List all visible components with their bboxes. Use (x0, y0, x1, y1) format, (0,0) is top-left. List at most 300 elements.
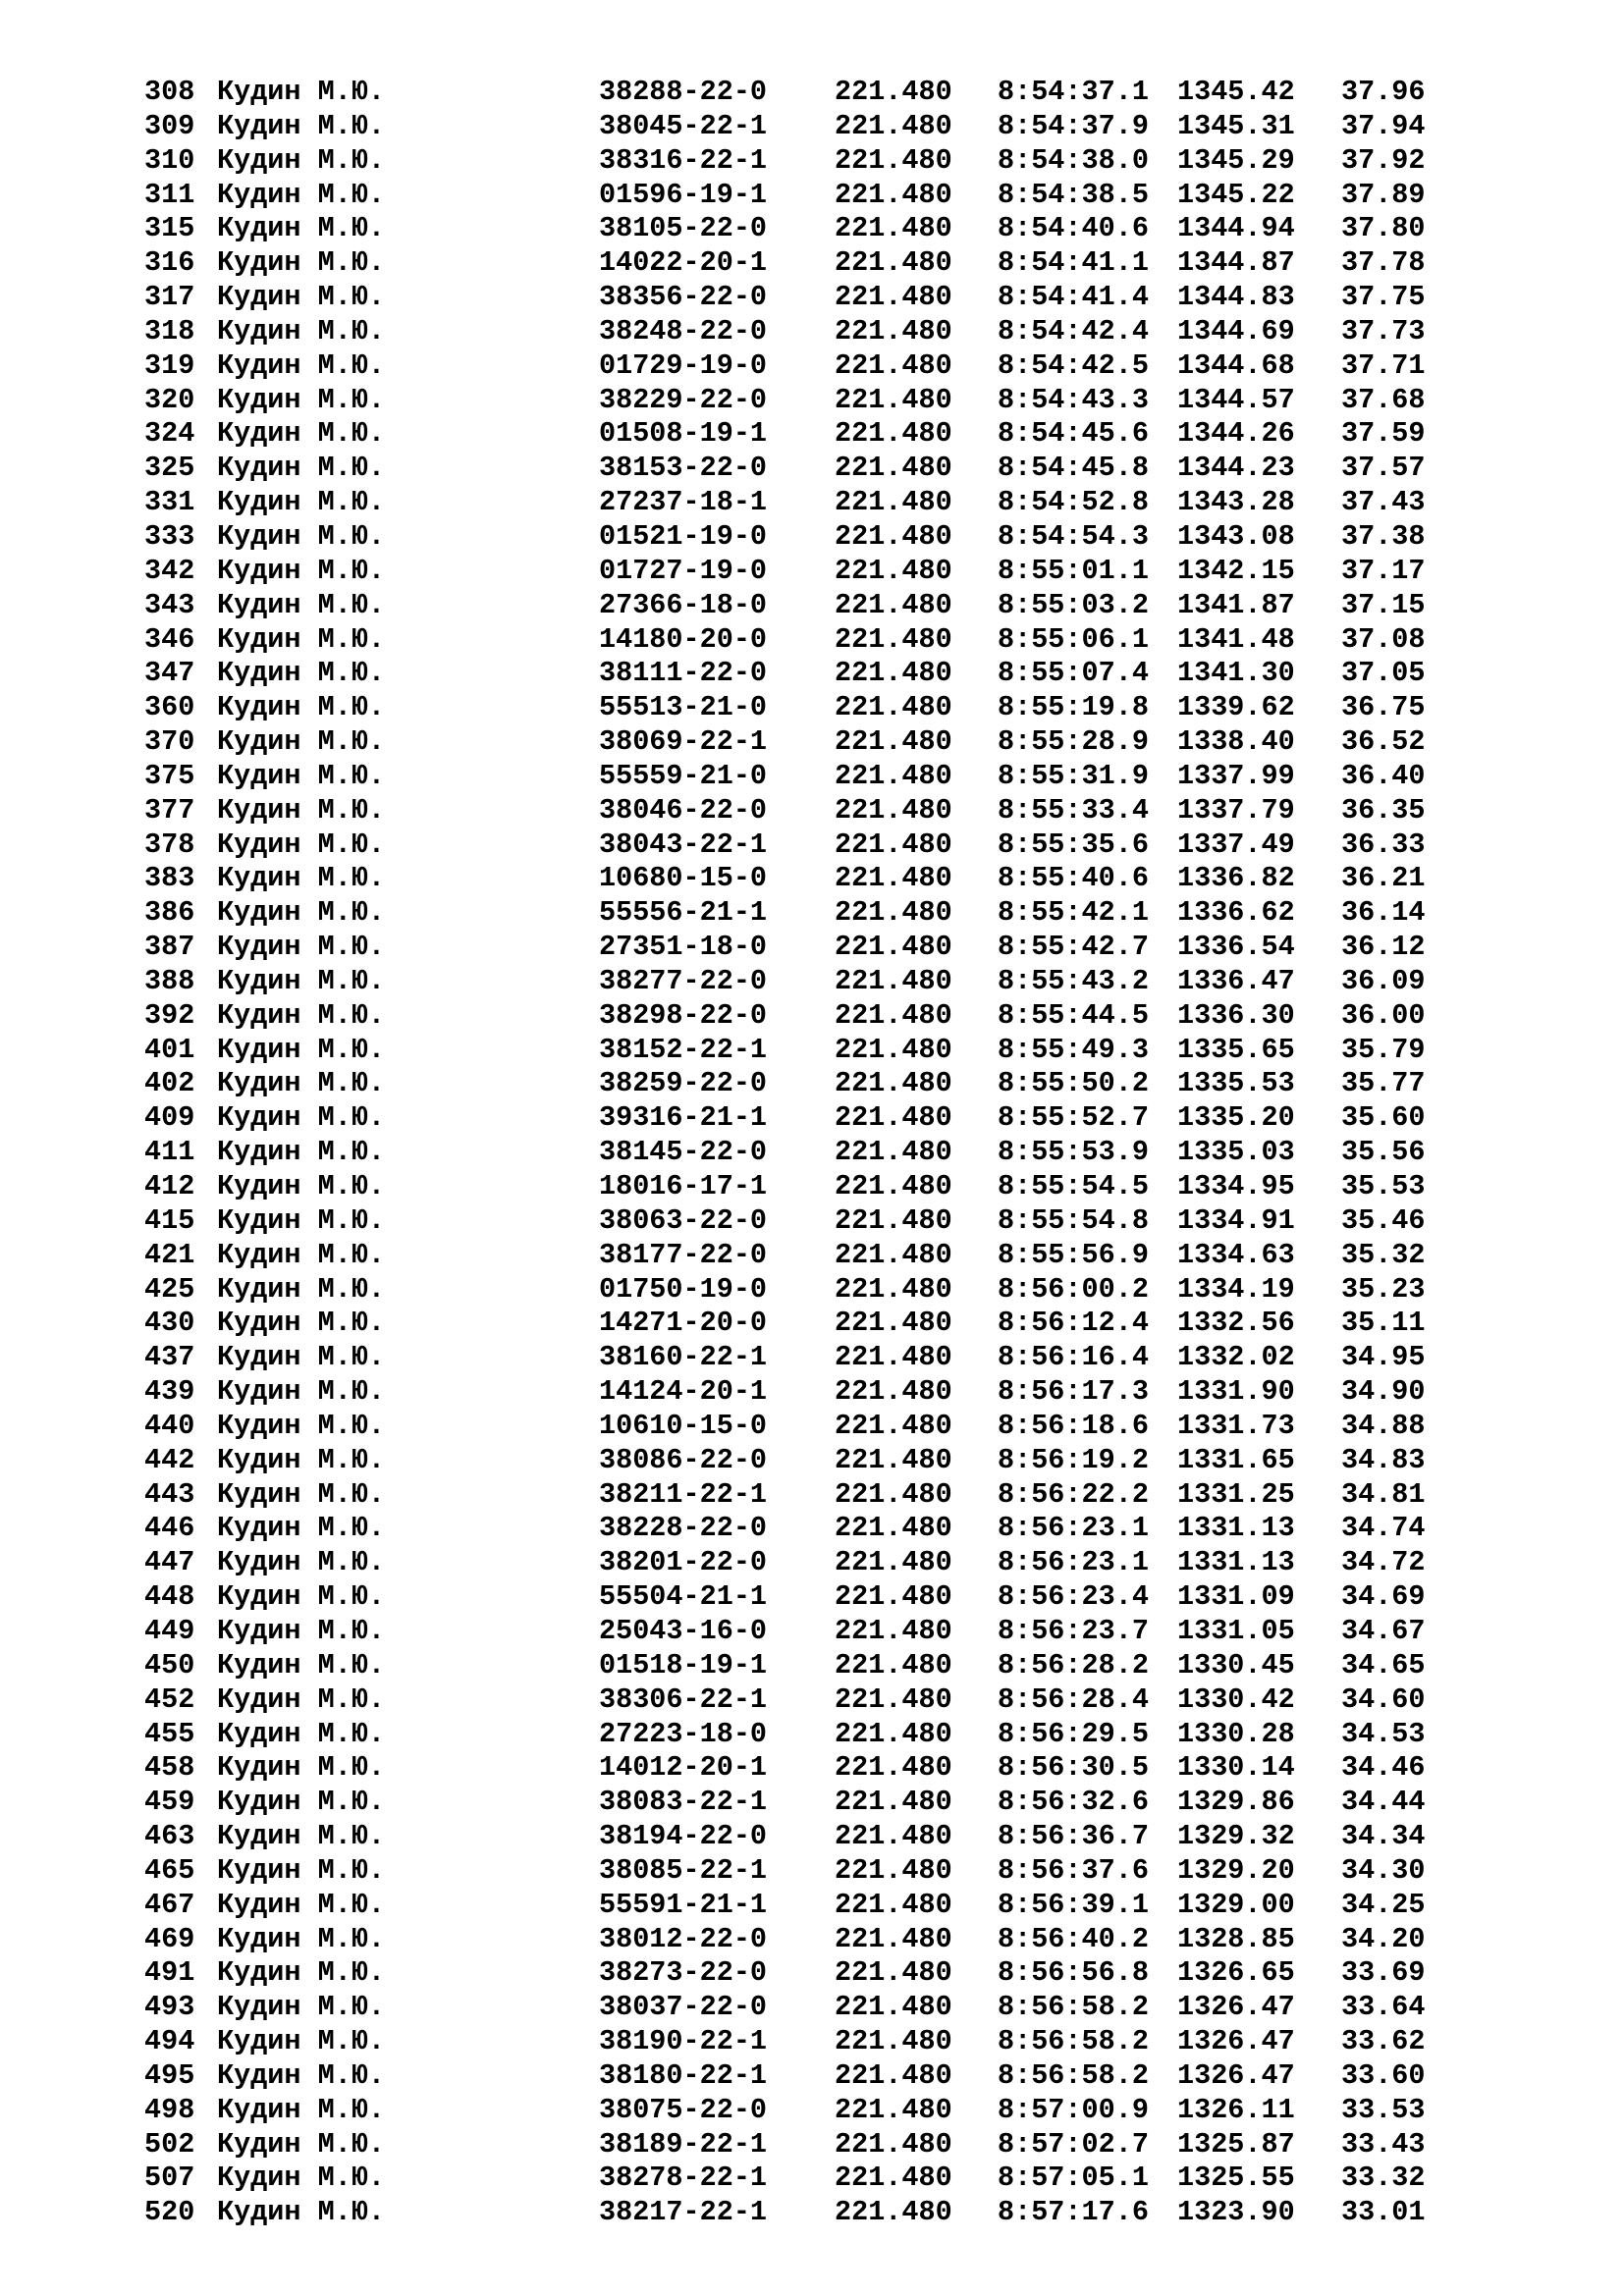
coefficient-cell: 36.52 (1341, 725, 1426, 759)
coefficient-cell: 37.75 (1341, 281, 1426, 314)
place-cell: 310 (144, 143, 195, 177)
place-cell: 409 (144, 1101, 195, 1135)
speed-cell: 1331.73 (1177, 1409, 1295, 1442)
ring-number-cell: 27366-18-0 (599, 588, 768, 621)
ring-number-cell: 38194-22-0 (599, 1820, 768, 1853)
place-cell: 440 (144, 1409, 195, 1442)
name-cell: Кудин М.Ю. (217, 1307, 386, 1340)
arrival-time-cell: 8:55:33.4 (998, 793, 1149, 827)
distance-cell: 221.480 (835, 1751, 952, 1785)
distance-cell: 221.480 (835, 1786, 952, 1819)
arrival-time-cell: 8:55:40.6 (998, 862, 1149, 895)
place-cell: 442 (144, 1443, 195, 1476)
coefficient-cell: 34.72 (1341, 1546, 1426, 1579)
speed-cell: 1328.85 (1177, 1922, 1295, 1955)
coefficient-cell: 37.78 (1341, 246, 1426, 280)
place-cell: 333 (144, 519, 195, 553)
distance-cell: 221.480 (835, 1512, 952, 1545)
ring-number-cell: 38083-22-1 (599, 1786, 768, 1819)
place-cell: 446 (144, 1512, 195, 1545)
speed-cell: 1326.11 (1177, 2093, 1295, 2126)
name-cell: Кудин М.Ю. (217, 1443, 386, 1476)
coefficient-cell: 36.40 (1341, 759, 1426, 792)
place-cell: 449 (144, 1614, 195, 1647)
distance-cell: 221.480 (835, 998, 952, 1032)
place-cell: 387 (144, 931, 195, 964)
distance-cell: 221.480 (835, 452, 952, 485)
name-cell: Кудин М.Ю. (217, 178, 386, 211)
coefficient-cell: 37.43 (1341, 486, 1426, 519)
arrival-time-cell: 8:55:06.1 (998, 622, 1149, 656)
place-cell: 401 (144, 1033, 195, 1066)
ring-number-cell: 55591-21-1 (599, 1888, 768, 1921)
arrival-time-cell: 8:56:18.6 (998, 1409, 1149, 1442)
speed-cell: 1337.99 (1177, 759, 1295, 792)
speed-cell: 1334.63 (1177, 1238, 1295, 1271)
coefficient-cell: 37.68 (1341, 383, 1426, 416)
arrival-time-cell: 8:54:41.4 (998, 281, 1149, 314)
distance-cell: 221.480 (835, 314, 952, 347)
distance-cell: 221.480 (835, 931, 952, 964)
place-cell: 439 (144, 1375, 195, 1409)
arrival-time-cell: 8:55:19.8 (998, 691, 1149, 724)
arrival-time-cell: 8:54:38.0 (998, 143, 1149, 177)
name-cell: Кудин М.Ю. (217, 1067, 386, 1100)
distance-cell: 221.480 (835, 862, 952, 895)
distance-cell: 221.480 (835, 2162, 952, 2195)
ring-number-cell: 14022-20-1 (599, 246, 768, 280)
speed-cell: 1326.47 (1177, 1991, 1295, 2024)
place-cell: 343 (144, 588, 195, 621)
distance-cell: 221.480 (835, 246, 952, 280)
ring-number-cell: 10680-15-0 (599, 862, 768, 895)
name-cell: Кудин М.Ю. (217, 1682, 386, 1716)
name-cell: Кудин М.Ю. (217, 1751, 386, 1785)
place-cell: 465 (144, 1853, 195, 1887)
coefficient-cell: 35.79 (1341, 1033, 1426, 1066)
speed-cell: 1343.08 (1177, 519, 1295, 553)
speed-cell: 1331.05 (1177, 1614, 1295, 1647)
speed-cell: 1345.42 (1177, 76, 1295, 108)
speed-cell: 1337.79 (1177, 793, 1295, 827)
name-cell: Кудин М.Ю. (217, 1375, 386, 1409)
speed-cell: 1334.19 (1177, 1272, 1295, 1306)
coefficient-cell: 34.69 (1341, 1580, 1426, 1614)
ring-number-cell: 38228-22-0 (599, 1512, 768, 1545)
ring-number-cell: 25043-16-0 (599, 1614, 768, 1647)
distance-cell: 221.480 (835, 1375, 952, 1409)
place-cell: 331 (144, 486, 195, 519)
arrival-time-cell: 8:54:37.9 (998, 109, 1149, 142)
ring-number-cell: 38273-22-0 (599, 1956, 768, 1990)
distance-cell: 221.480 (835, 2025, 952, 2058)
name-cell: Кудин М.Ю. (217, 1512, 386, 1545)
coefficient-cell: 34.81 (1341, 1477, 1426, 1511)
name-cell: Кудин М.Ю. (217, 1888, 386, 1921)
speed-cell: 1335.03 (1177, 1136, 1295, 1169)
coefficient-cell: 36.33 (1341, 828, 1426, 861)
ring-number-cell: 14271-20-0 (599, 1307, 768, 1340)
place-cell: 495 (144, 2058, 195, 2092)
name-cell: Кудин М.Ю. (217, 725, 386, 759)
place-cell: 411 (144, 1136, 195, 1169)
name-cell: Кудин М.Ю. (217, 417, 386, 451)
ring-number-cell: 01596-19-1 (599, 178, 768, 211)
speed-cell: 1331.09 (1177, 1580, 1295, 1614)
coefficient-cell: 33.69 (1341, 1956, 1426, 1990)
arrival-time-cell: 8:56:00.2 (998, 1272, 1149, 1306)
distance-cell: 221.480 (835, 588, 952, 621)
distance-cell: 221.480 (835, 1033, 952, 1066)
arrival-time-cell: 8:55:01.1 (998, 554, 1149, 587)
place-cell: 318 (144, 314, 195, 347)
speed-cell: 1326.65 (1177, 1956, 1295, 1990)
ring-number-cell: 38288-22-0 (599, 76, 768, 108)
place-cell: 392 (144, 998, 195, 1032)
place-cell: 311 (144, 178, 195, 211)
place-cell: 308 (144, 76, 195, 108)
speed-cell: 1337.49 (1177, 828, 1295, 861)
ring-number-cell: 38306-22-1 (599, 1682, 768, 1716)
ring-number-cell: 14012-20-1 (599, 1751, 768, 1785)
ring-number-cell: 10610-15-0 (599, 1409, 768, 1442)
place-cell: 458 (144, 1751, 195, 1785)
speed-cell: 1344.57 (1177, 383, 1295, 416)
distance-cell: 221.480 (835, 1682, 952, 1716)
arrival-time-cell: 8:54:42.5 (998, 348, 1149, 382)
speed-cell: 1331.13 (1177, 1546, 1295, 1579)
coefficient-cell: 34.20 (1341, 1922, 1426, 1955)
name-cell: Кудин М.Ю. (217, 109, 386, 142)
place-cell: 360 (144, 691, 195, 724)
coefficient-cell: 36.75 (1341, 691, 1426, 724)
place-cell: 378 (144, 828, 195, 861)
name-cell: Кудин М.Ю. (217, 2162, 386, 2195)
distance-cell: 221.480 (835, 1477, 952, 1511)
place-cell: 498 (144, 2093, 195, 2126)
arrival-time-cell: 8:57:05.1 (998, 2162, 1149, 2195)
name-cell: Кудин М.Ю. (217, 896, 386, 930)
ring-number-cell: 38145-22-0 (599, 1136, 768, 1169)
name-cell: Кудин М.Ю. (217, 452, 386, 485)
arrival-time-cell: 8:56:17.3 (998, 1375, 1149, 1409)
ring-number-cell: 01508-19-1 (599, 417, 768, 451)
name-cell: Кудин М.Ю. (217, 554, 386, 587)
arrival-time-cell: 8:56:28.4 (998, 1682, 1149, 1716)
distance-cell: 221.480 (835, 1101, 952, 1135)
speed-cell: 1330.14 (1177, 1751, 1295, 1785)
name-cell: Кудин М.Ю. (217, 793, 386, 827)
speed-cell: 1336.30 (1177, 998, 1295, 1032)
speed-cell: 1330.28 (1177, 1717, 1295, 1750)
distance-cell: 221.480 (835, 691, 952, 724)
distance-cell: 221.480 (835, 2093, 952, 2126)
arrival-time-cell: 8:54:37.1 (998, 76, 1149, 108)
arrival-time-cell: 8:55:03.2 (998, 588, 1149, 621)
ring-number-cell: 38152-22-1 (599, 1033, 768, 1066)
speed-cell: 1335.53 (1177, 1067, 1295, 1100)
speed-cell: 1331.90 (1177, 1375, 1295, 1409)
arrival-time-cell: 8:54:40.6 (998, 212, 1149, 245)
name-cell: Кудин М.Ю. (217, 1101, 386, 1135)
name-cell: Кудин М.Ю. (217, 212, 386, 245)
name-cell: Кудин М.Ю. (217, 2058, 386, 2092)
arrival-time-cell: 8:55:50.2 (998, 1067, 1149, 1100)
ring-number-cell: 38086-22-0 (599, 1443, 768, 1476)
arrival-time-cell: 8:56:58.2 (998, 2025, 1149, 2058)
place-cell: 415 (144, 1203, 195, 1237)
place-cell: 320 (144, 383, 195, 416)
coefficient-cell: 34.30 (1341, 1853, 1426, 1887)
coefficient-cell: 33.01 (1341, 2196, 1426, 2229)
name-cell: Кудин М.Ю. (217, 486, 386, 519)
coefficient-cell: 37.08 (1341, 622, 1426, 656)
ring-number-cell: 14180-20-0 (599, 622, 768, 656)
coefficient-cell: 35.53 (1341, 1170, 1426, 1202)
name-cell: Кудин М.Ю. (217, 657, 386, 690)
speed-cell: 1343.28 (1177, 486, 1295, 519)
place-cell: 443 (144, 1477, 195, 1511)
name-cell: Кудин М.Ю. (217, 1272, 386, 1306)
name-cell: Кудин М.Ю. (217, 348, 386, 382)
distance-cell: 221.480 (835, 1888, 952, 1921)
ring-number-cell: 38189-22-1 (599, 2127, 768, 2161)
arrival-time-cell: 8:56:39.1 (998, 1888, 1149, 1921)
coefficient-cell: 34.67 (1341, 1614, 1426, 1647)
name-cell: Кудин М.Ю. (217, 1409, 386, 1442)
ring-number-cell: 38160-22-1 (599, 1341, 768, 1374)
speed-cell: 1341.30 (1177, 657, 1295, 690)
ring-number-cell: 55559-21-0 (599, 759, 768, 792)
coefficient-cell: 33.62 (1341, 2025, 1426, 2058)
ring-number-cell: 38298-22-0 (599, 998, 768, 1032)
distance-cell: 221.480 (835, 1922, 952, 1955)
coefficient-cell: 37.96 (1341, 76, 1426, 108)
name-cell: Кудин М.Ю. (217, 1820, 386, 1853)
ring-number-cell: 38045-22-1 (599, 109, 768, 142)
coefficient-cell: 37.05 (1341, 657, 1426, 690)
speed-cell: 1344.83 (1177, 281, 1295, 314)
place-cell: 425 (144, 1272, 195, 1306)
distance-cell: 221.480 (835, 281, 952, 314)
coefficient-cell: 34.83 (1341, 1443, 1426, 1476)
arrival-time-cell: 8:54:41.1 (998, 246, 1149, 280)
ring-number-cell: 38277-22-0 (599, 964, 768, 997)
coefficient-cell: 37.71 (1341, 348, 1426, 382)
ring-number-cell: 38229-22-0 (599, 383, 768, 416)
place-cell: 459 (144, 1786, 195, 1819)
ring-number-cell: 38259-22-0 (599, 1067, 768, 1100)
place-cell: 437 (144, 1341, 195, 1374)
place-cell: 450 (144, 1648, 195, 1682)
place-cell: 463 (144, 1820, 195, 1853)
place-cell: 469 (144, 1922, 195, 1955)
distance-cell: 221.480 (835, 2058, 952, 2092)
speed-cell: 1345.22 (1177, 178, 1295, 211)
place-cell: 342 (144, 554, 195, 587)
name-cell: Кудин М.Ю. (217, 2025, 386, 2058)
ring-number-cell: 38316-22-1 (599, 143, 768, 177)
ring-number-cell: 01521-19-0 (599, 519, 768, 553)
place-cell: 448 (144, 1580, 195, 1614)
arrival-time-cell: 8:54:38.5 (998, 178, 1149, 211)
name-cell: Кудин М.Ю. (217, 1991, 386, 2024)
speed-cell: 1325.55 (1177, 2162, 1295, 2195)
speed-cell: 1345.31 (1177, 109, 1295, 142)
name-cell: Кудин М.Ю. (217, 622, 386, 656)
name-cell: Кудин М.Ю. (217, 1786, 386, 1819)
arrival-time-cell: 8:56:28.2 (998, 1648, 1149, 1682)
place-cell: 430 (144, 1307, 195, 1340)
place-cell: 383 (144, 862, 195, 895)
coefficient-cell: 34.60 (1341, 1682, 1426, 1716)
ring-number-cell: 38201-22-0 (599, 1546, 768, 1579)
coefficient-cell: 37.17 (1341, 554, 1426, 587)
ring-number-cell: 01750-19-0 (599, 1272, 768, 1306)
arrival-time-cell: 8:55:53.9 (998, 1136, 1149, 1169)
ring-number-cell: 38180-22-1 (599, 2058, 768, 2092)
ring-number-cell: 38043-22-1 (599, 828, 768, 861)
name-cell: Кудин М.Ю. (217, 314, 386, 347)
distance-cell: 221.480 (835, 1648, 952, 1682)
ring-number-cell: 01729-19-0 (599, 348, 768, 382)
distance-cell: 221.480 (835, 1614, 952, 1647)
coefficient-cell: 36.00 (1341, 998, 1426, 1032)
coefficient-cell: 37.59 (1341, 417, 1426, 451)
distance-cell: 221.480 (835, 76, 952, 108)
speed-cell: 1344.26 (1177, 417, 1295, 451)
speed-cell: 1336.82 (1177, 862, 1295, 895)
name-cell: Кудин М.Ю. (217, 759, 386, 792)
coefficient-cell: 35.32 (1341, 1238, 1426, 1271)
coefficient-cell: 34.53 (1341, 1717, 1426, 1750)
distance-cell: 221.480 (835, 1272, 952, 1306)
distance-cell: 221.480 (835, 348, 952, 382)
ring-number-cell: 38012-22-0 (599, 1922, 768, 1955)
ring-number-cell: 38248-22-0 (599, 314, 768, 347)
distance-cell: 221.480 (835, 657, 952, 690)
arrival-time-cell: 8:56:58.2 (998, 2058, 1149, 2092)
coefficient-cell: 37.94 (1341, 109, 1426, 142)
arrival-time-cell: 8:56:36.7 (998, 1820, 1149, 1853)
arrival-time-cell: 8:54:54.3 (998, 519, 1149, 553)
distance-cell: 221.480 (835, 178, 952, 211)
place-cell: 502 (144, 2127, 195, 2161)
ring-number-cell: 38211-22-1 (599, 1477, 768, 1511)
place-cell: 507 (144, 2162, 195, 2195)
speed-cell: 1345.29 (1177, 143, 1295, 177)
ring-number-cell: 38075-22-0 (599, 2093, 768, 2126)
ring-number-cell: 27237-18-1 (599, 486, 768, 519)
distance-cell: 221.480 (835, 1443, 952, 1476)
distance-cell: 221.480 (835, 896, 952, 930)
name-cell: Кудин М.Ю. (217, 1033, 386, 1066)
coefficient-cell: 34.46 (1341, 1751, 1426, 1785)
arrival-time-cell: 8:54:52.8 (998, 486, 1149, 519)
name-cell: Кудин М.Ю. (217, 862, 386, 895)
distance-cell: 221.480 (835, 1580, 952, 1614)
place-cell: 494 (144, 2025, 195, 2058)
speed-cell: 1332.56 (1177, 1307, 1295, 1340)
speed-cell: 1344.69 (1177, 314, 1295, 347)
ring-number-cell: 01518-19-1 (599, 1648, 768, 1682)
arrival-time-cell: 8:56:40.2 (998, 1922, 1149, 1955)
place-cell: 491 (144, 1956, 195, 1990)
ring-number-cell: 38177-22-0 (599, 1238, 768, 1271)
ring-number-cell: 38069-22-1 (599, 725, 768, 759)
coefficient-cell: 34.90 (1341, 1375, 1426, 1409)
place-cell: 375 (144, 759, 195, 792)
ring-number-cell: 38085-22-1 (599, 1853, 768, 1887)
arrival-time-cell: 8:55:42.1 (998, 896, 1149, 930)
distance-cell: 221.480 (835, 1991, 952, 2024)
arrival-time-cell: 8:55:42.7 (998, 931, 1149, 964)
name-cell: Кудин М.Ю. (217, 519, 386, 553)
speed-cell: 1336.62 (1177, 896, 1295, 930)
distance-cell: 221.480 (835, 109, 952, 142)
name-cell: Кудин М.Ю. (217, 1546, 386, 1579)
arrival-time-cell: 8:55:31.9 (998, 759, 1149, 792)
arrival-time-cell: 8:55:43.2 (998, 964, 1149, 997)
name-cell: Кудин М.Ю. (217, 1580, 386, 1614)
arrival-time-cell: 8:56:30.5 (998, 1751, 1149, 1785)
name-cell: Кудин М.Ю. (217, 76, 386, 108)
distance-cell: 221.480 (835, 519, 952, 553)
ring-number-cell: 55556-21-1 (599, 896, 768, 930)
ring-number-cell: 18016-17-1 (599, 1170, 768, 1202)
name-cell: Кудин М.Ю. (217, 931, 386, 964)
name-cell: Кудин М.Ю. (217, 964, 386, 997)
coefficient-cell: 36.21 (1341, 862, 1426, 895)
place-cell: 421 (144, 1238, 195, 1271)
ring-number-cell: 38153-22-0 (599, 452, 768, 485)
place-cell: 388 (144, 964, 195, 997)
coefficient-cell: 37.15 (1341, 588, 1426, 621)
coefficient-cell: 34.65 (1341, 1648, 1426, 1682)
ring-number-cell: 38063-22-0 (599, 1203, 768, 1237)
distance-cell: 221.480 (835, 1203, 952, 1237)
coefficient-cell: 36.35 (1341, 793, 1426, 827)
speed-cell: 1329.86 (1177, 1786, 1295, 1819)
arrival-time-cell: 8:56:32.6 (998, 1786, 1149, 1819)
coefficient-cell: 35.46 (1341, 1203, 1426, 1237)
arrival-time-cell: 8:55:07.4 (998, 657, 1149, 690)
ring-number-cell: 55504-21-1 (599, 1580, 768, 1614)
arrival-time-cell: 8:57:17.6 (998, 2196, 1149, 2229)
arrival-time-cell: 8:56:37.6 (998, 1853, 1149, 1887)
place-cell: 377 (144, 793, 195, 827)
distance-cell: 221.480 (835, 1307, 952, 1340)
distance-cell: 221.480 (835, 486, 952, 519)
name-cell: Кудин М.Ю. (217, 2196, 386, 2229)
distance-cell: 221.480 (835, 828, 952, 861)
place-cell: 455 (144, 1717, 195, 1750)
speed-cell: 1330.45 (1177, 1648, 1295, 1682)
speed-cell: 1334.95 (1177, 1170, 1295, 1202)
arrival-time-cell: 8:55:54.5 (998, 1170, 1149, 1202)
speed-cell: 1344.87 (1177, 246, 1295, 280)
name-cell: Кудин М.Ю. (217, 1238, 386, 1271)
speed-cell: 1323.90 (1177, 2196, 1295, 2229)
distance-cell: 221.480 (835, 2127, 952, 2161)
ring-number-cell: 38356-22-0 (599, 281, 768, 314)
place-cell: 317 (144, 281, 195, 314)
coefficient-cell: 33.64 (1341, 1991, 1426, 2024)
name-cell: Кудин М.Ю. (217, 691, 386, 724)
coefficient-cell: 35.11 (1341, 1307, 1426, 1340)
name-cell: Кудин М.Ю. (217, 588, 386, 621)
ring-number-cell: 38190-22-1 (599, 2025, 768, 2058)
